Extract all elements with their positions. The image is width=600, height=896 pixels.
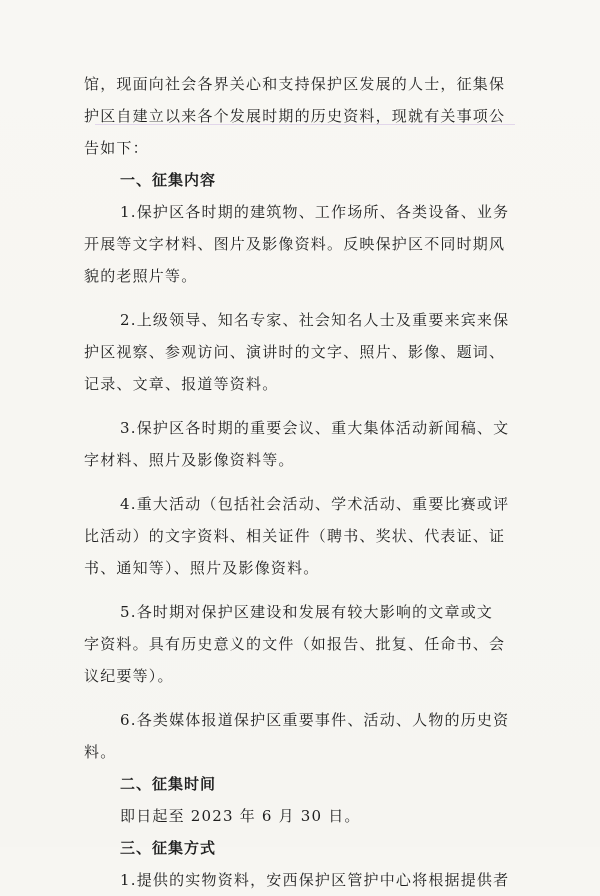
item-2-line-3: 记录、文章、报道等资料。 (84, 375, 279, 393)
item-5-line-3: 议纪要等）。 (84, 667, 174, 685)
item-2-line-1: 2.上级领导、知名专家、社会知名人士及重要来宾来保 (120, 311, 510, 329)
item-4-line-3: 书、通知等）、照片及影像资料。 (84, 559, 320, 577)
item-3-line-1: 3.保护区各时期的重要会议、重大集体活动新闻稿、文 (120, 419, 510, 437)
section-2-text: 即日起至 2023 年 6 月 30 日。 (120, 807, 361, 825)
item-3-line-2: 字材料、照片及影像资料等。 (84, 451, 295, 469)
section-1-heading: 一、征集内容 (120, 171, 217, 189)
item-1-line-1: 1.保护区各时期的建筑物、工作场所、各类设备、业务 (120, 203, 510, 221)
section-3-heading: 三、征集方式 (120, 839, 217, 857)
item-6-line-1: 6.各类媒体报道保护区重要事件、活动、人物的历史资 (120, 711, 510, 729)
intro-line-3: 告如下： (84, 139, 149, 157)
item-2-line-2: 护区视察、参观访问、演讲时的文字、照片、影像、题词、 (84, 343, 506, 361)
section-2-heading: 二、征集时间 (120, 775, 217, 793)
item-1-line-2: 开展等文字材料、图片及影像资料。反映保护区不同时期风 (84, 235, 506, 253)
item-1-line-3: 貌的老照片等。 (84, 267, 198, 285)
item-6-line-2: 料。 (84, 743, 117, 761)
intro-line-2: 护区自建立以来各个发展时期的历史资料，现就有关事项公 (84, 107, 506, 125)
item-5-line-1: 5.各时期对保护区建设和发展有较大影响的文章或文 (120, 603, 494, 621)
section-3-text: 1.提供的实物资料，安西保护区管护中心将根据提供者 (120, 871, 510, 889)
item-4-line-1: 4.重大活动（包括社会活动、学术活动、重要比赛或评 (120, 495, 510, 513)
item-5-line-2: 字资料。具有历史意义的文件（如报告、批复、任命书、会 (84, 635, 506, 653)
intro-line-1: 馆，现面向社会各界关心和支持保护区发展的人士，征集保 (84, 75, 506, 93)
item-4-line-2: 比活动）的文字资料、相关证件（聘书、奖状、代表证、证 (84, 527, 506, 545)
document-body (84, 68, 520, 896)
